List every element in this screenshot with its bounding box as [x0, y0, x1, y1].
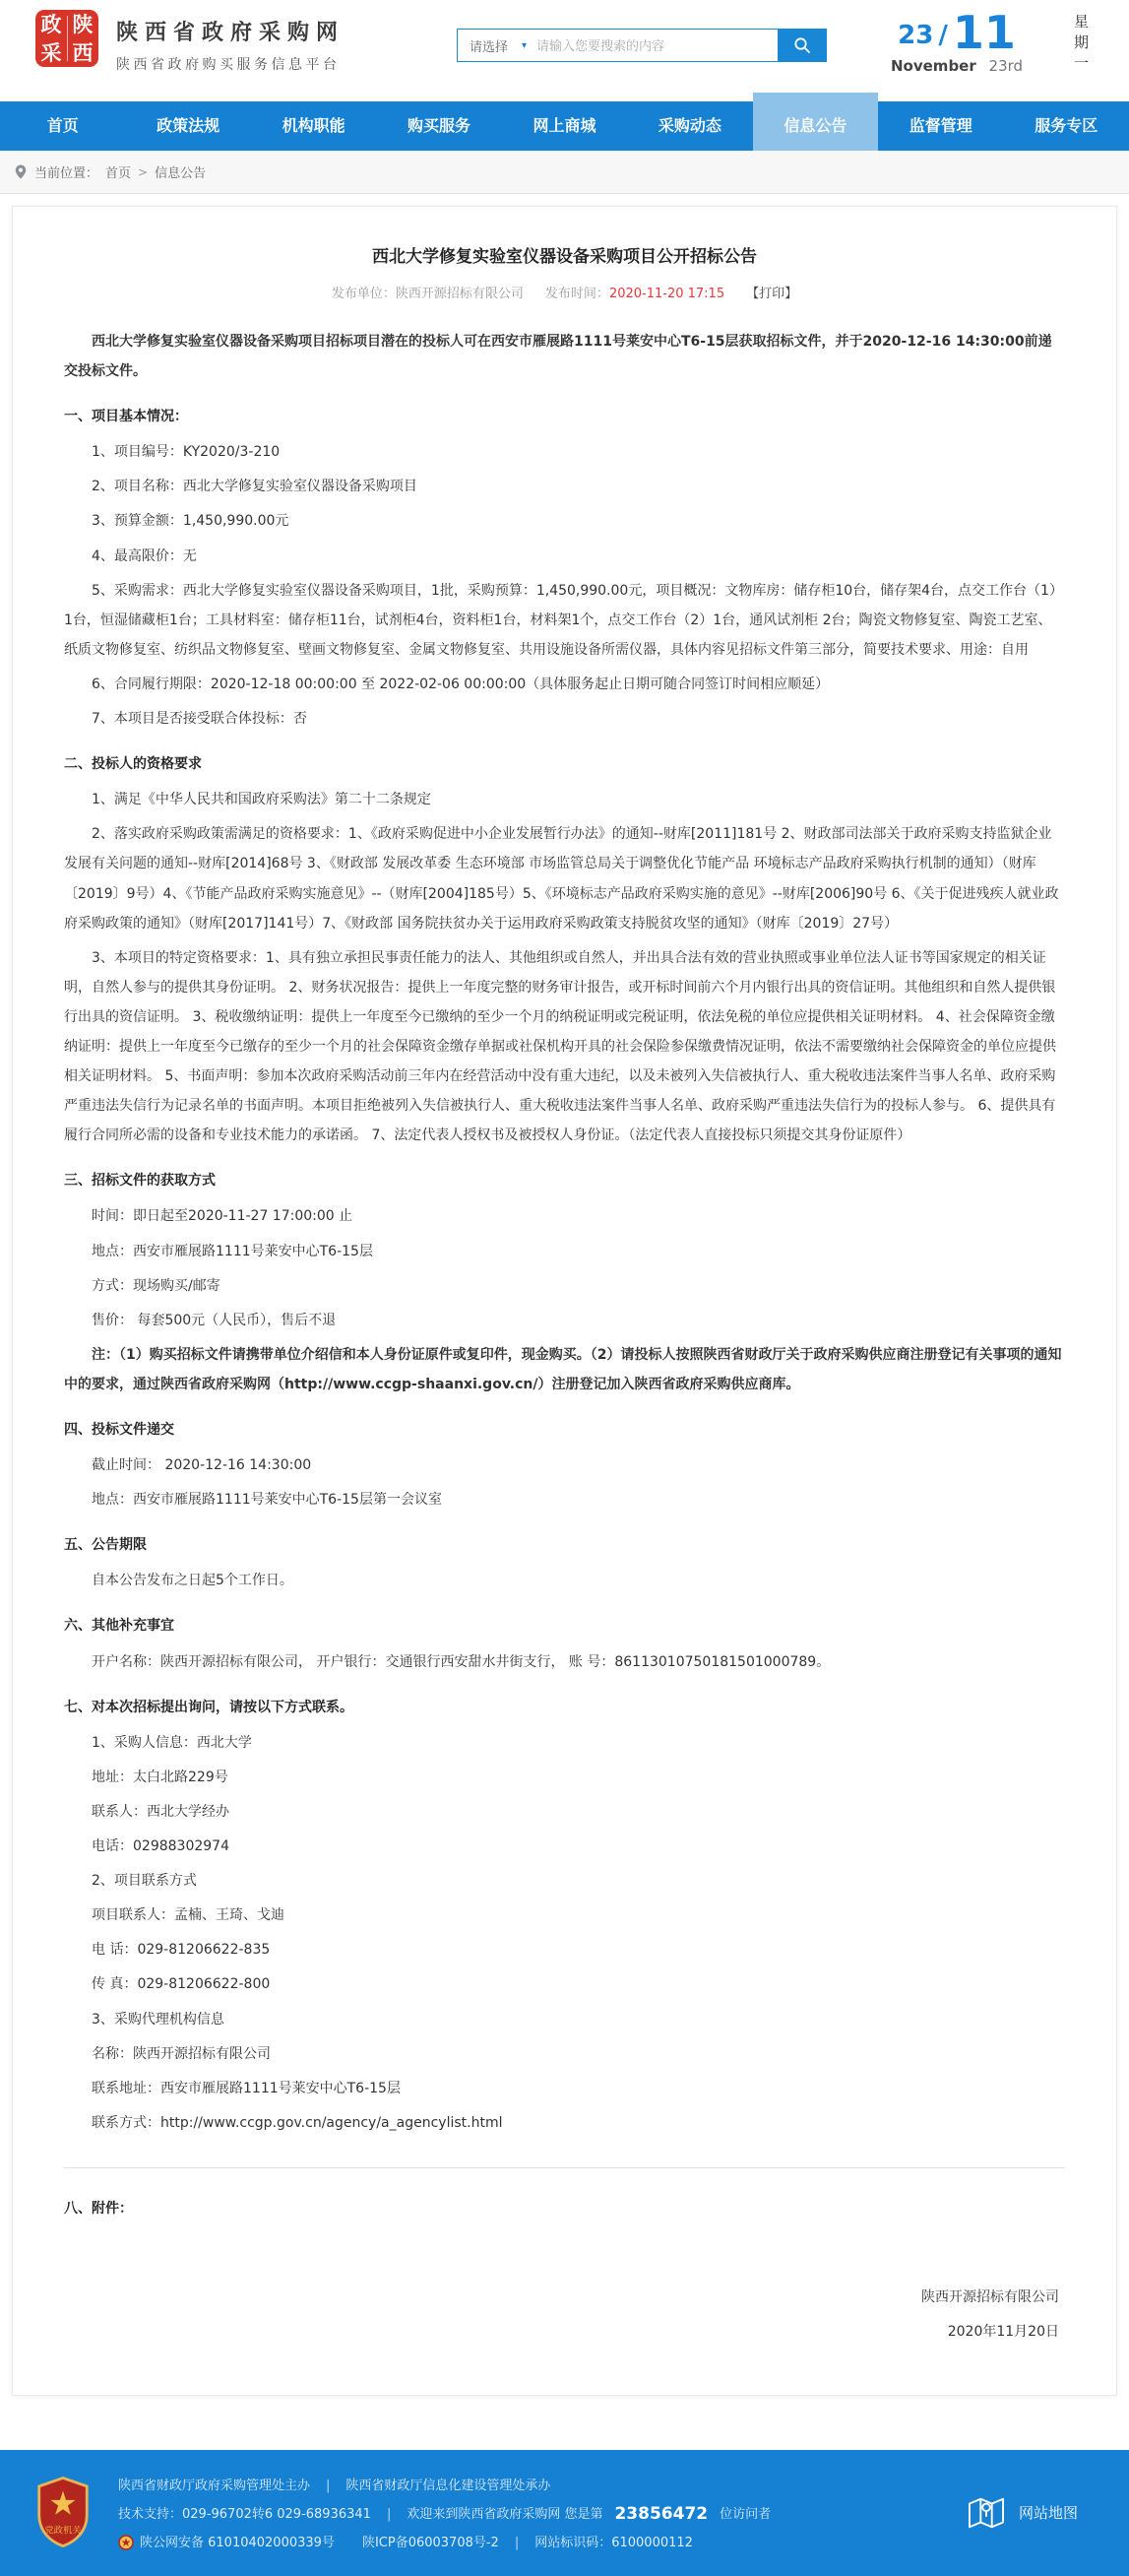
footer-support-line — [118, 2500, 771, 2529]
paragraph: 自本公告发布之日起5个工作日。 — [92, 1573, 293, 1589]
date-day: 23 — [898, 21, 934, 50]
site-title: 陕西省政府采购网 — [116, 21, 345, 45]
publish-time-label: 发布时间： — [544, 287, 609, 301]
paragraph: 开户名称：陕西开源招标有限公司， 开户银行：交通银行西安甜水井街支行， 账 号：86113010750181501000789。 — [92, 1653, 831, 1670]
nav-item-purchase-services[interactable]: 购买服务 — [408, 116, 471, 135]
section-heading: 三、招标文件的获取方式 — [64, 1173, 216, 1190]
footer-lines — [118, 2472, 771, 2557]
announcement-card — [12, 206, 1117, 2396]
breadcrumb-home-link[interactable]: 首页 — [105, 166, 132, 181]
search-icon — [792, 35, 812, 55]
print-button[interactable]: 【打印】 — [746, 287, 798, 301]
paragraph: 电话：02988302974 — [92, 1838, 229, 1855]
date-block — [891, 6, 1024, 75]
footer-welcome-suffix: 位访问者 — [720, 2506, 772, 2522]
nav-list — [0, 101, 1129, 151]
nav-item-procurement-news[interactable]: 采购动态 — [658, 116, 721, 135]
location-pin-icon — [14, 163, 28, 180]
search-button[interactable] — [778, 29, 827, 62]
caret-down-icon: ▾ — [522, 39, 528, 51]
date-month-name: November — [891, 57, 976, 75]
site-code: 网站标识码：6100000112 — [534, 2535, 693, 2550]
publish-time-value: 2020-11-20 17:15 — [608, 287, 725, 301]
paragraph: 地址：太白北路229号 — [92, 1769, 228, 1785]
logo-char: 政 — [40, 12, 62, 36]
paragraph: 2、项目名称：西北大学修复实验室仪器设备采购项目 — [92, 479, 417, 495]
search-select-label: 请选择 — [470, 39, 509, 55]
search-input[interactable] — [536, 30, 778, 61]
section-heading: 五、公告期限 — [64, 1537, 147, 1554]
paragraph: 联系地址：西安市雁展路1111号莱安中心T6-15层 — [92, 2080, 401, 2096]
search-category-select[interactable] — [458, 36, 536, 55]
footer-host: 陕西省财政厅政府采购管理处主办 — [118, 2478, 311, 2493]
article-body — [64, 327, 1065, 2138]
paragraph: 7、本项目是否接受联合体投标：否 — [92, 711, 307, 728]
police-badge-icon — [118, 2535, 134, 2550]
gongan-beian-link[interactable] — [118, 2529, 335, 2557]
publisher-value: 陕西开源招标有限公司 — [395, 287, 524, 301]
date-subline — [891, 57, 1023, 75]
paragraph: 名称：陕西开源招标有限公司 — [92, 2045, 271, 2062]
site-logo[interactable] — [35, 10, 98, 67]
paragraph: 3、预算金额：1,450,990.00元 — [92, 513, 289, 530]
nav-item-announcements[interactable]: 信息公告 — [753, 101, 878, 151]
footer-separator: | — [326, 2478, 331, 2493]
paragraph: 联系方式：http://www.ccgp.gov.cn/agency/a_agencylist.html — [92, 2114, 503, 2131]
footer-separator: | — [514, 2535, 520, 2550]
logo-char: 西 — [72, 40, 94, 65]
breadcrumb-current[interactable]: 信息公告 — [155, 166, 207, 181]
icp-beian-link[interactable]: 陕ICP备06003708号-2 — [361, 2535, 499, 2550]
site-subtitle: 陕西省政府购买服务信息平台 — [116, 57, 341, 73]
sitemap-label: 网站地图 — [1018, 2504, 1078, 2523]
section-heading: 四、投标文件递交 — [64, 1422, 174, 1438]
footer-welcome: 欢迎来到陕西省政府采购网 您是第 — [407, 2506, 603, 2522]
paragraph: 1、项目编号：KY2020/3-210 — [92, 444, 281, 461]
date-numbers — [891, 6, 1023, 59]
article-meta — [64, 283, 1065, 301]
section-heading: 一、项目基本情况： — [64, 409, 188, 425]
paragraph: 项目联系人：孟楠、王琦、戈迪 — [92, 1907, 284, 1924]
article-title: 西北大学修复实验室仪器设备采购项目公开招标公告 — [372, 247, 757, 267]
footer-beian-line — [118, 2529, 771, 2557]
attachment-heading: 八、附件： — [64, 2200, 133, 2217]
paragraph: 4、最高限价：无 — [92, 547, 197, 564]
footer-org-line — [118, 2472, 771, 2500]
paragraph: 时间：即日起至2020-11-27 17:00:00 止 — [92, 1208, 353, 1225]
publisher-label: 发布单位： — [331, 287, 396, 301]
visitor-count: 23856472 — [614, 2503, 709, 2524]
signature-block — [64, 2281, 1065, 2350]
paragraph: 2、落实政府采购政策需满足的资格要求：1、《政府采购促进中小企业发展暂行办法》的通知--财库[2011]181号 2、财政部司法部关于政府采购支持监狱企业发展有关问题的通知--财库[2014]68号 3、《财政部 发展改革委 生态环境部 市场监管总局关于调整优化节能产品 环境标志产品政府采购执行机制的通知）（财库〔2019〕9号）4、《节能产品政府采购实施意见》--（财库[2004]185号）5、《环境标志产品政府采购实施的意见》--财库[2006]90号 6、《关于促进残疾人就业政府采购政策的通知》（财库[2017]141号）7、《财政部 国务院扶贫办关于运用政府采购政策支持脱贫攻坚的通知》（财库〔2019〕27号） — [64, 826, 1059, 932]
nav-item-supervision[interactable]: 监督管理 — [909, 116, 972, 135]
page-header — [0, 0, 1129, 101]
paragraph: 电 话：029-81206622-835 — [92, 1942, 271, 1959]
nav-item-policy[interactable]: 政策法规 — [157, 116, 220, 135]
footer-separator: | — [386, 2506, 392, 2522]
paragraph: 注：（1）购买招标文件请携带单位介绍信和本人身份证原件或复印件，现金购买。（2）请投标人按照陕西省财政厅关于政府采购供应商注册登记有关事项的通知中的要求，通过陕西省政府采购网（http://www.ccgp-shaanxi.gov.cn/）注册登记加入陕西省政府采购供应商库。 — [64, 1346, 1062, 1392]
paragraph: 3、本项目的特定资格要求：1、具有独立承担民事责任能力的法人、其他组织或自然人，并出具合法有效的营业执照或事业单位法人证书等国家规定的相关证明，自然人参与的提供其身份证明。 2、财务状况报告：提供上一年度完整的财务审计报告，或开标时间前六个月内银行出具的资信证明。其他组织和自然人提供银行出具的资信证明。 3、税收缴纳证明：提供上一年度至今已缴纳的至少一个月的纳税证明或完税证明，依法免税的单位应提供相关证明材料。 4、社会保障资金缴纳证明：提供上一年度至今已缴存的至少一个月的社会保障资金缴存单据或社保机构开具的社会保险参保缴费情况证明，依法不需要缴纳社会保障资金的单位应提供相关证明材料。 5、书面声明：参加本次政府采购活动前三年内在经营活动中没有重大违纪，以及未被列入失信被执行人、重大税收违法案件当事人名单、政府采购严重违法失信行为记录名单的书面声明。本项目拒绝被列入失信被执行人、重大税收违法案件当事人名单、政府采购严重违法失信行为的投标人参与。 6、提供具有履行合同所必需的设备和专业技术能力的承诺函。 7、法定代表人授权书及被授权人身份证。（法定代表人直接投标只须提交其身份证原件） — [64, 949, 1056, 1144]
nav-item-home[interactable]: 首页 — [46, 116, 79, 135]
paragraph: 截止时间： 2020-12-16 14:30:00 — [92, 1457, 312, 1474]
sitemap-link[interactable] — [966, 2495, 1078, 2531]
footer-undertake: 陕西省财政厅信息化建设管理处承办 — [345, 2478, 551, 2493]
breadcrumb-separator: > — [138, 164, 149, 179]
paragraph: 联系人：西北大学经办 — [92, 1803, 229, 1820]
breadcrumb — [0, 151, 1129, 194]
nav-item-functions[interactable]: 机构职能 — [282, 116, 345, 135]
date-day-ordinal: 23rd — [988, 57, 1024, 75]
paragraph: 2、项目联系方式 — [92, 1873, 197, 1890]
signature-date: 2020年11月20日 — [947, 2323, 1059, 2340]
sitemap-map-icon — [966, 2495, 1007, 2531]
gov-emblem-icon — [35, 2476, 91, 2548]
paragraph: 1、满足《中华人民共和国政府采购法》第二十二条规定 — [92, 792, 431, 808]
paragraph: 3、采购代理机构信息 — [92, 2011, 224, 2028]
paragraph: 地点：西安市雁展路1111号莱安中心T6-15层第一会议室 — [92, 1492, 442, 1509]
paragraph: 1、采购人信息：西北大学 — [92, 1734, 252, 1751]
search-box — [457, 29, 827, 62]
signature-company: 陕西开源招标有限公司 — [921, 2288, 1059, 2305]
paragraph: 5、采购需求：西北大学修复实验室仪器设备采购项目，1批，采购预算：1,450,990.00元，项目概况：文物库房：储存柜10台，储存架4台，点交工作台（1）1台，恒湿储藏柜1台；工具材料室：储存柜11台，试剂柜4台，资料柜1台，材料架1个，点交工作台（2）1台，通风试剂柜 2台；陶瓷文物修复室、陶瓷工艺室、纸质文物修复室、纺织品文物修复室、壁画文物修复室、金属文物修复室、共用设施设备所需仪器，具体内容见招标文件第三部分，简要技术要求、用途：自用 — [64, 582, 1063, 658]
site-titles — [116, 16, 345, 74]
paragraph: 传 真：029-81206622-800 — [92, 1976, 271, 1993]
nav-item-online-mall[interactable]: 网上商城 — [533, 116, 596, 135]
date-separator: / — [938, 21, 948, 50]
gongan-beian-text: 陕公网安备 61010402000339号 — [140, 2535, 335, 2550]
nav-item-service-zone[interactable]: 服务专区 — [1035, 116, 1098, 135]
section-heading: 七、对本次招标提出询问，请按以下方式联系。 — [64, 1699, 353, 1715]
paragraph: 地点：西安市雁展路1111号莱安中心T6-15层 — [92, 1243, 373, 1259]
section-heading: 六、其他补充事宜 — [64, 1618, 174, 1635]
date-month: 11 — [952, 6, 1016, 59]
paragraph: 售价： 每套500元（人民币），售后不退 — [92, 1312, 337, 1328]
logo-char: 采 — [40, 40, 62, 65]
page-footer — [0, 2450, 1129, 2576]
footer-support: 技术支持：029-96702转6 029-68936341 — [118, 2506, 371, 2522]
section-heading: 二、投标人的资格要求 — [64, 756, 202, 773]
paragraph: 6、合同履行期限：2020-12-18 00:00:00 至 2022-02-06 00:00:00（具体服务起止日期可随合同签订时间相应顺延） — [92, 676, 830, 692]
attachment-divider — [64, 2167, 1065, 2168]
paragraph: 西北大学修复实验室仪器设备采购项目招标项目潜在的投标人可在西安市雁展路1111号莱安中心T6-15层获取招标文件，并于2020-12-16 14:30:00前递交投标文件。 — [64, 334, 1052, 380]
emblem-text: 党政机关 — [44, 2525, 82, 2537]
paragraph: 方式：现场购买/邮寄 — [92, 1277, 220, 1294]
date-weekday: 星期一 — [1072, 14, 1090, 76]
breadcrumb-prefix: 当前位置： — [34, 166, 99, 181]
logo-char: 陕 — [72, 12, 94, 36]
